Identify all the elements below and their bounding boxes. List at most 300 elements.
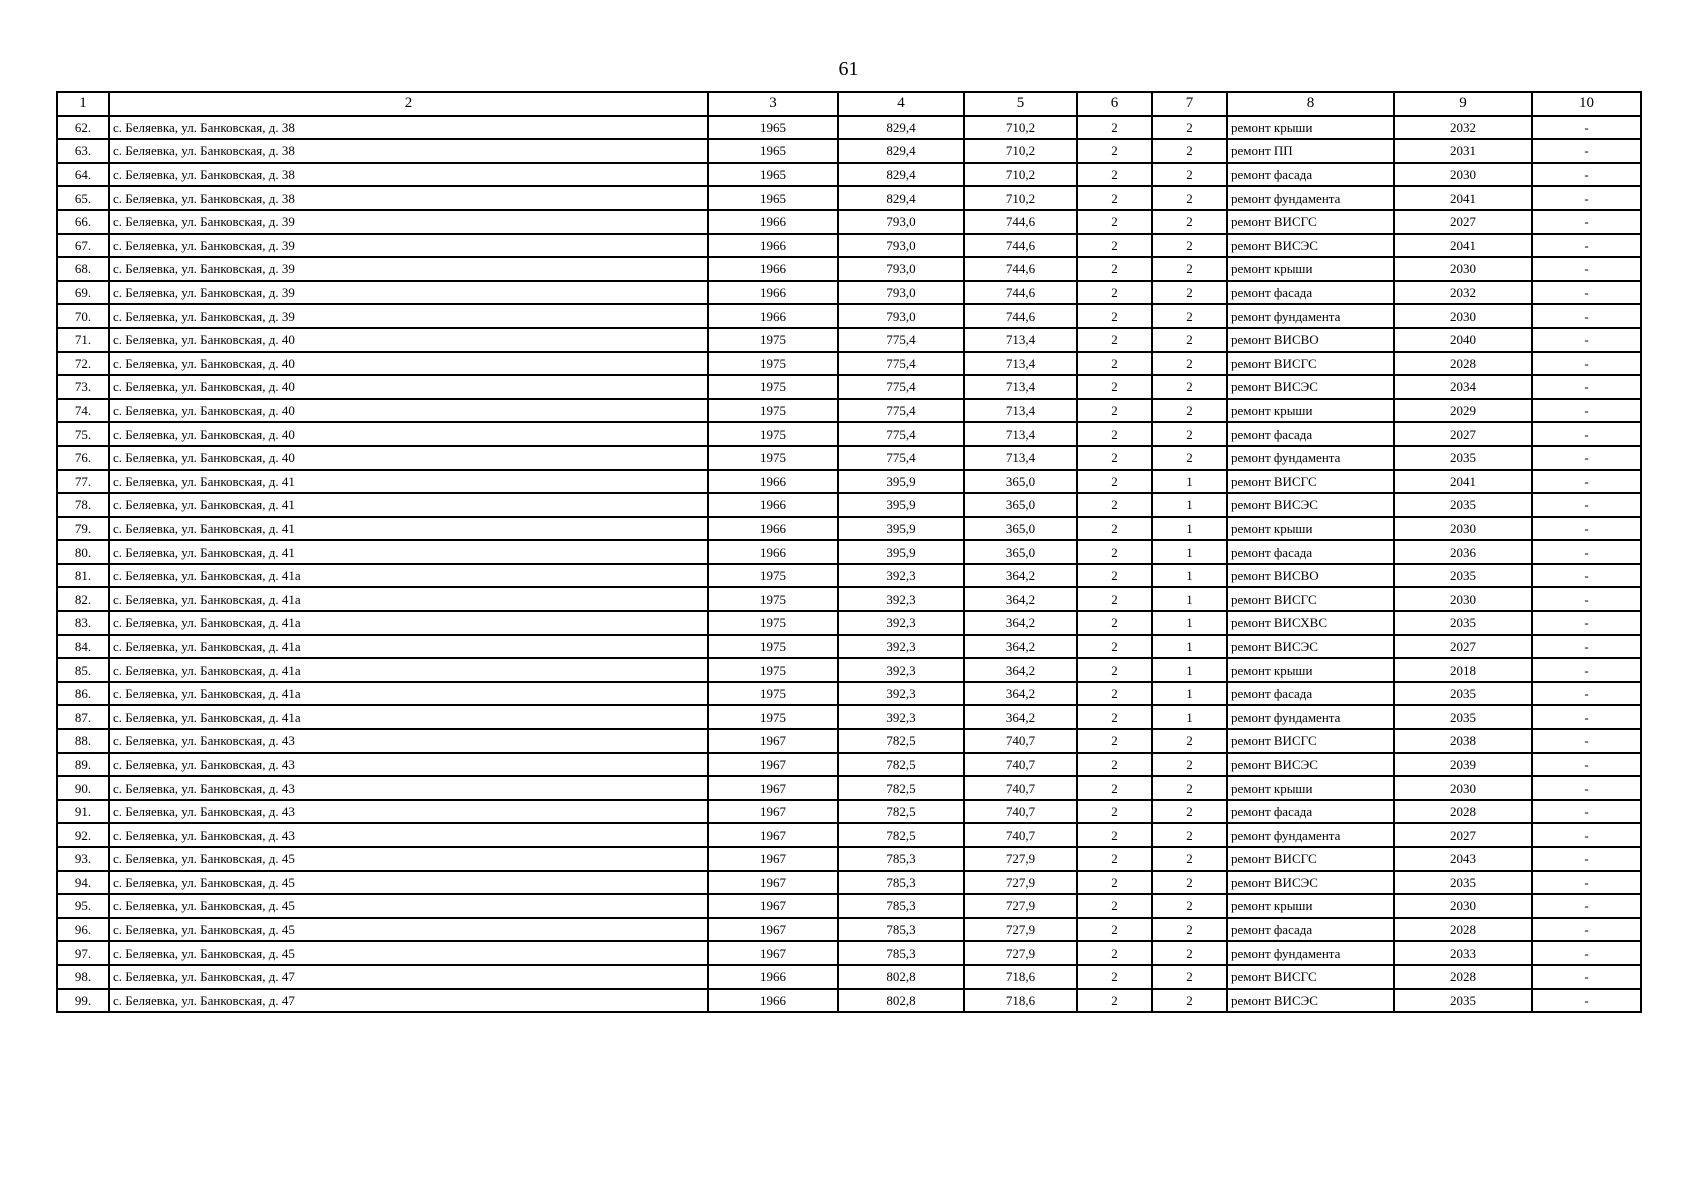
table-row	[57, 705, 1641, 729]
work-type-cell: ремонт ВИСГС	[1227, 729, 1394, 753]
living-area-cell: 713,4	[964, 352, 1077, 376]
living-area-cell: 727,9	[964, 894, 1077, 918]
work-type-cell: ремонт ВИСВО	[1227, 564, 1394, 588]
table-row	[57, 918, 1641, 942]
living-area-cell: 718,6	[964, 965, 1077, 989]
col7-cell: 2	[1152, 257, 1227, 281]
address-cell: с. Беляевка, ул. Банковская, д. 43	[109, 800, 708, 824]
table-row	[57, 470, 1641, 494]
address-cell: с. Беляевка, ул. Банковская, д. 39	[109, 210, 708, 234]
address-cell: с. Беляевка, ул. Банковская, д. 45	[109, 918, 708, 942]
planned-year-cell: 2035	[1394, 705, 1532, 729]
row-number-cell: 76.	[57, 446, 109, 470]
table-row	[57, 941, 1641, 965]
address-cell: с. Беляевка, ул. Банковская, д. 38	[109, 186, 708, 210]
col6-cell: 2	[1077, 776, 1152, 800]
work-type-cell: ремонт фасада	[1227, 281, 1394, 305]
table-body	[57, 116, 1641, 1013]
living-area-cell: 744,6	[964, 257, 1077, 281]
col7-cell: 2	[1152, 965, 1227, 989]
address-cell: с. Беляевка, ул. Банковская, д. 43	[109, 776, 708, 800]
row-number-cell: 94.	[57, 871, 109, 895]
col7-cell: 2	[1152, 729, 1227, 753]
year-built-cell: 1975	[708, 352, 838, 376]
planned-year-cell: 2030	[1394, 587, 1532, 611]
address-cell: с. Беляевка, ул. Банковская, д. 39	[109, 234, 708, 258]
col10-cell: -	[1532, 871, 1641, 895]
year-built-cell: 1975	[708, 658, 838, 682]
work-type-cell: ремонт ВИСЭС	[1227, 234, 1394, 258]
col6-cell: 2	[1077, 234, 1152, 258]
work-type-cell: ремонт крыши	[1227, 776, 1394, 800]
table-row	[57, 564, 1641, 588]
year-built-cell: 1966	[708, 304, 838, 328]
living-area-cell: 710,2	[964, 139, 1077, 163]
table-row	[57, 729, 1641, 753]
row-number-cell: 65.	[57, 186, 109, 210]
year-built-cell: 1966	[708, 493, 838, 517]
living-area-cell: 710,2	[964, 163, 1077, 187]
year-built-cell: 1965	[708, 186, 838, 210]
address-cell: с. Беляевка, ул. Банковская, д. 45	[109, 871, 708, 895]
living-area-cell: 740,7	[964, 753, 1077, 777]
work-type-cell: ремонт крыши	[1227, 399, 1394, 423]
work-type-cell: ремонт ВИСЭС	[1227, 753, 1394, 777]
total-area-cell: 785,3	[838, 918, 964, 942]
table-row	[57, 186, 1641, 210]
address-cell: с. Беляевка, ул. Банковская, д. 39	[109, 257, 708, 281]
col7-cell: 1	[1152, 587, 1227, 611]
col10-cell: -	[1532, 422, 1641, 446]
col7-cell: 1	[1152, 470, 1227, 494]
work-type-cell: ремонт фундамента	[1227, 446, 1394, 470]
row-number-cell: 91.	[57, 800, 109, 824]
table-row	[57, 116, 1641, 140]
living-area-cell: 364,2	[964, 635, 1077, 659]
table-row	[57, 847, 1641, 871]
table-row	[57, 753, 1641, 777]
planned-year-cell: 2030	[1394, 257, 1532, 281]
col7-cell: 2	[1152, 823, 1227, 847]
address-cell: с. Беляевка, ул. Банковская, д. 43	[109, 729, 708, 753]
table-row	[57, 540, 1641, 564]
planned-year-cell: 2036	[1394, 540, 1532, 564]
living-area-cell: 740,7	[964, 729, 1077, 753]
total-area-cell: 392,3	[838, 587, 964, 611]
total-area-cell: 392,3	[838, 658, 964, 682]
total-area-cell: 829,4	[838, 186, 964, 210]
year-built-cell: 1967	[708, 729, 838, 753]
address-cell: с. Беляевка, ул. Банковская, д. 45	[109, 941, 708, 965]
col7-cell: 1	[1152, 658, 1227, 682]
total-area-cell: 793,0	[838, 257, 964, 281]
total-area-cell: 392,3	[838, 611, 964, 635]
col6-cell: 2	[1077, 564, 1152, 588]
row-number-cell: 79.	[57, 517, 109, 541]
living-area-cell: 364,2	[964, 682, 1077, 706]
column-header-8: 8	[1227, 92, 1394, 116]
table-row	[57, 682, 1641, 706]
table-row	[57, 517, 1641, 541]
planned-year-cell: 2030	[1394, 517, 1532, 541]
living-area-cell: 718,6	[964, 989, 1077, 1013]
living-area-cell: 364,2	[964, 658, 1077, 682]
table-row	[57, 989, 1641, 1013]
table-row	[57, 304, 1641, 328]
header-row	[57, 92, 1641, 116]
planned-year-cell: 2034	[1394, 375, 1532, 399]
year-built-cell: 1965	[708, 116, 838, 140]
planned-year-cell: 2041	[1394, 234, 1532, 258]
col10-cell: -	[1532, 116, 1641, 140]
row-number-cell: 97.	[57, 941, 109, 965]
row-number-cell: 90.	[57, 776, 109, 800]
work-type-cell: ремонт фасада	[1227, 800, 1394, 824]
total-area-cell: 395,9	[838, 493, 964, 517]
planned-year-cell: 2039	[1394, 753, 1532, 777]
living-area-cell: 713,4	[964, 375, 1077, 399]
col7-cell: 2	[1152, 186, 1227, 210]
col6-cell: 2	[1077, 493, 1152, 517]
col6-cell: 2	[1077, 847, 1152, 871]
row-number-cell: 83.	[57, 611, 109, 635]
col7-cell: 1	[1152, 611, 1227, 635]
row-number-cell: 62.	[57, 116, 109, 140]
table-row	[57, 375, 1641, 399]
living-area-cell: 727,9	[964, 941, 1077, 965]
address-cell: с. Беляевка, ул. Банковская, д. 40	[109, 422, 708, 446]
table-row	[57, 257, 1641, 281]
address-cell: с. Беляевка, ул. Банковская, д. 41	[109, 470, 708, 494]
col7-cell: 2	[1152, 375, 1227, 399]
col10-cell: -	[1532, 729, 1641, 753]
column-header-7: 7	[1152, 92, 1227, 116]
col10-cell: -	[1532, 163, 1641, 187]
work-type-cell: ремонт ВИСГС	[1227, 352, 1394, 376]
col7-cell: 2	[1152, 116, 1227, 140]
row-number-cell: 92.	[57, 823, 109, 847]
work-type-cell: ремонт ВИСЭС	[1227, 375, 1394, 399]
page-number: 61	[838, 58, 859, 80]
col6-cell: 2	[1077, 470, 1152, 494]
col10-cell: -	[1532, 517, 1641, 541]
planned-year-cell: 2028	[1394, 918, 1532, 942]
address-cell: с. Беляевка, ул. Банковская, д. 41а	[109, 611, 708, 635]
year-built-cell: 1975	[708, 399, 838, 423]
planned-year-cell: 2030	[1394, 163, 1532, 187]
table-row	[57, 163, 1641, 187]
col6-cell: 2	[1077, 328, 1152, 352]
planned-year-cell: 2030	[1394, 894, 1532, 918]
col6-cell: 2	[1077, 139, 1152, 163]
col10-cell: -	[1532, 989, 1641, 1013]
work-type-cell: ремонт фасада	[1227, 682, 1394, 706]
year-built-cell: 1967	[708, 776, 838, 800]
work-type-cell: ремонт фундамента	[1227, 186, 1394, 210]
col7-cell: 1	[1152, 540, 1227, 564]
total-area-cell: 775,4	[838, 375, 964, 399]
row-number-cell: 95.	[57, 894, 109, 918]
total-area-cell: 395,9	[838, 540, 964, 564]
address-cell: с. Беляевка, ул. Банковская, д. 47	[109, 989, 708, 1013]
column-header-9: 9	[1394, 92, 1532, 116]
col7-cell: 2	[1152, 753, 1227, 777]
col7-cell: 2	[1152, 210, 1227, 234]
total-area-cell: 782,5	[838, 729, 964, 753]
column-header-4: 4	[838, 92, 964, 116]
year-built-cell: 1967	[708, 871, 838, 895]
address-cell: с. Беляевка, ул. Банковская, д. 43	[109, 823, 708, 847]
col10-cell: -	[1532, 847, 1641, 871]
column-header-5: 5	[964, 92, 1077, 116]
year-built-cell: 1967	[708, 894, 838, 918]
work-type-cell: ремонт крыши	[1227, 517, 1394, 541]
col6-cell: 2	[1077, 611, 1152, 635]
total-area-cell: 802,8	[838, 965, 964, 989]
total-area-cell: 785,3	[838, 871, 964, 895]
year-built-cell: 1975	[708, 587, 838, 611]
year-built-cell: 1965	[708, 139, 838, 163]
year-built-cell: 1967	[708, 941, 838, 965]
col7-cell: 2	[1152, 281, 1227, 305]
col6-cell: 2	[1077, 399, 1152, 423]
row-number-cell: 64.	[57, 163, 109, 187]
living-area-cell: 365,0	[964, 517, 1077, 541]
col6-cell: 2	[1077, 352, 1152, 376]
address-cell: с. Беляевка, ул. Банковская, д. 41а	[109, 682, 708, 706]
col7-cell: 2	[1152, 871, 1227, 895]
row-number-cell: 74.	[57, 399, 109, 423]
col6-cell: 2	[1077, 517, 1152, 541]
work-type-cell: ремонт крыши	[1227, 257, 1394, 281]
work-type-cell: ремонт ВИСГС	[1227, 470, 1394, 494]
total-area-cell: 785,3	[838, 847, 964, 871]
column-header-10: 10	[1532, 92, 1641, 116]
living-area-cell: 727,9	[964, 871, 1077, 895]
address-cell: с. Беляевка, ул. Банковская, д. 43	[109, 753, 708, 777]
table-row	[57, 139, 1641, 163]
col10-cell: -	[1532, 139, 1641, 163]
living-area-cell: 744,6	[964, 281, 1077, 305]
address-cell: с. Беляевка, ул. Банковская, д. 41а	[109, 564, 708, 588]
work-type-cell: ремонт ВИСЭС	[1227, 871, 1394, 895]
row-number-cell: 75.	[57, 422, 109, 446]
planned-year-cell: 2018	[1394, 658, 1532, 682]
address-cell: с. Беляевка, ул. Банковская, д. 41а	[109, 658, 708, 682]
work-type-cell: ремонт ВИСГС	[1227, 210, 1394, 234]
year-built-cell: 1965	[708, 163, 838, 187]
col7-cell: 2	[1152, 163, 1227, 187]
col10-cell: -	[1532, 705, 1641, 729]
work-type-cell: ремонт фундамента	[1227, 705, 1394, 729]
work-type-cell: ремонт крыши	[1227, 894, 1394, 918]
living-area-cell: 365,0	[964, 493, 1077, 517]
planned-year-cell: 2035	[1394, 564, 1532, 588]
total-area-cell: 785,3	[838, 941, 964, 965]
living-area-cell: 713,4	[964, 399, 1077, 423]
table-row	[57, 352, 1641, 376]
year-built-cell: 1975	[708, 446, 838, 470]
col6-cell: 2	[1077, 871, 1152, 895]
year-built-cell: 1975	[708, 705, 838, 729]
col7-cell: 2	[1152, 139, 1227, 163]
col6-cell: 2	[1077, 635, 1152, 659]
repair-schedule-table	[56, 91, 1642, 1013]
living-area-cell: 744,6	[964, 210, 1077, 234]
row-number-cell: 93.	[57, 847, 109, 871]
planned-year-cell: 2035	[1394, 446, 1532, 470]
table-row	[57, 871, 1641, 895]
col10-cell: -	[1532, 800, 1641, 824]
address-cell: с. Беляевка, ул. Банковская, д. 41а	[109, 635, 708, 659]
total-area-cell: 829,4	[838, 116, 964, 140]
total-area-cell: 793,0	[838, 281, 964, 305]
row-number-cell: 81.	[57, 564, 109, 588]
work-type-cell: ремонт фундамента	[1227, 941, 1394, 965]
col10-cell: -	[1532, 587, 1641, 611]
row-number-cell: 88.	[57, 729, 109, 753]
planned-year-cell: 2043	[1394, 847, 1532, 871]
col7-cell: 2	[1152, 776, 1227, 800]
col10-cell: -	[1532, 304, 1641, 328]
planned-year-cell: 2032	[1394, 116, 1532, 140]
work-type-cell: ремонт ВИСГС	[1227, 847, 1394, 871]
col10-cell: -	[1532, 635, 1641, 659]
col6-cell: 2	[1077, 705, 1152, 729]
living-area-cell: 364,2	[964, 564, 1077, 588]
total-area-cell: 775,4	[838, 422, 964, 446]
year-built-cell: 1966	[708, 965, 838, 989]
col7-cell: 2	[1152, 989, 1227, 1013]
row-number-cell: 98.	[57, 965, 109, 989]
col6-cell: 2	[1077, 587, 1152, 611]
living-area-cell: 710,2	[964, 186, 1077, 210]
work-type-cell: ремонт фасада	[1227, 540, 1394, 564]
table-header	[57, 92, 1641, 116]
col10-cell: -	[1532, 823, 1641, 847]
row-number-cell: 73.	[57, 375, 109, 399]
table-row	[57, 234, 1641, 258]
col6-cell: 2	[1077, 210, 1152, 234]
col6-cell: 2	[1077, 753, 1152, 777]
table-row	[57, 587, 1641, 611]
planned-year-cell: 2027	[1394, 635, 1532, 659]
col6-cell: 2	[1077, 375, 1152, 399]
row-number-cell: 63.	[57, 139, 109, 163]
col10-cell: -	[1532, 965, 1641, 989]
year-built-cell: 1966	[708, 540, 838, 564]
year-built-cell: 1975	[708, 635, 838, 659]
living-area-cell: 710,2	[964, 116, 1077, 140]
row-number-cell: 78.	[57, 493, 109, 517]
planned-year-cell: 2041	[1394, 470, 1532, 494]
row-number-cell: 86.	[57, 682, 109, 706]
col10-cell: -	[1532, 470, 1641, 494]
living-area-cell: 364,2	[964, 705, 1077, 729]
year-built-cell: 1975	[708, 375, 838, 399]
planned-year-cell: 2027	[1394, 422, 1532, 446]
col10-cell: -	[1532, 328, 1641, 352]
table-row	[57, 493, 1641, 517]
row-number-cell: 72.	[57, 352, 109, 376]
work-type-cell: ремонт ВИСВО	[1227, 328, 1394, 352]
table-row	[57, 210, 1641, 234]
total-area-cell: 392,3	[838, 635, 964, 659]
col6-cell: 2	[1077, 116, 1152, 140]
total-area-cell: 782,5	[838, 776, 964, 800]
year-built-cell: 1966	[708, 470, 838, 494]
col10-cell: -	[1532, 281, 1641, 305]
work-type-cell: ремонт ВИСЭС	[1227, 635, 1394, 659]
col10-cell: -	[1532, 918, 1641, 942]
address-cell: с. Беляевка, ул. Банковская, д. 41	[109, 493, 708, 517]
work-type-cell: ремонт ВИСХВС	[1227, 611, 1394, 635]
planned-year-cell: 2028	[1394, 800, 1532, 824]
living-area-cell: 740,7	[964, 823, 1077, 847]
col7-cell: 2	[1152, 918, 1227, 942]
col7-cell: 1	[1152, 635, 1227, 659]
column-header-1: 1	[57, 92, 109, 116]
address-cell: с. Беляевка, ул. Банковская, д. 40	[109, 375, 708, 399]
col7-cell: 2	[1152, 399, 1227, 423]
col6-cell: 2	[1077, 823, 1152, 847]
col6-cell: 2	[1077, 446, 1152, 470]
year-built-cell: 1966	[708, 210, 838, 234]
planned-year-cell: 2040	[1394, 328, 1532, 352]
col7-cell: 2	[1152, 800, 1227, 824]
col10-cell: -	[1532, 894, 1641, 918]
work-type-cell: ремонт фундамента	[1227, 823, 1394, 847]
col10-cell: -	[1532, 399, 1641, 423]
table-row	[57, 776, 1641, 800]
work-type-cell: ремонт фасада	[1227, 918, 1394, 942]
work-type-cell: ремонт крыши	[1227, 658, 1394, 682]
total-area-cell: 392,3	[838, 564, 964, 588]
address-cell: с. Беляевка, ул. Банковская, д. 40	[109, 328, 708, 352]
total-area-cell: 782,5	[838, 823, 964, 847]
col10-cell: -	[1532, 493, 1641, 517]
col6-cell: 2	[1077, 800, 1152, 824]
col6-cell: 2	[1077, 965, 1152, 989]
col10-cell: -	[1532, 352, 1641, 376]
year-built-cell: 1967	[708, 753, 838, 777]
total-area-cell: 775,4	[838, 328, 964, 352]
col7-cell: 2	[1152, 234, 1227, 258]
total-area-cell: 392,3	[838, 682, 964, 706]
col10-cell: -	[1532, 540, 1641, 564]
work-type-cell: ремонт ВИСЭС	[1227, 493, 1394, 517]
column-header-6: 6	[1077, 92, 1152, 116]
col6-cell: 2	[1077, 422, 1152, 446]
work-type-cell: ремонт фасада	[1227, 163, 1394, 187]
table-row	[57, 800, 1641, 824]
living-area-cell: 713,4	[964, 446, 1077, 470]
column-header-3: 3	[708, 92, 838, 116]
year-built-cell: 1975	[708, 564, 838, 588]
address-cell: с. Беляевка, ул. Банковская, д. 38	[109, 139, 708, 163]
col7-cell: 2	[1152, 352, 1227, 376]
total-area-cell: 775,4	[838, 399, 964, 423]
col7-cell: 2	[1152, 304, 1227, 328]
planned-year-cell: 2029	[1394, 399, 1532, 423]
col7-cell: 1	[1152, 517, 1227, 541]
total-area-cell: 395,9	[838, 517, 964, 541]
living-area-cell: 364,2	[964, 587, 1077, 611]
total-area-cell: 395,9	[838, 470, 964, 494]
table-row	[57, 658, 1641, 682]
year-built-cell: 1966	[708, 517, 838, 541]
total-area-cell: 392,3	[838, 705, 964, 729]
